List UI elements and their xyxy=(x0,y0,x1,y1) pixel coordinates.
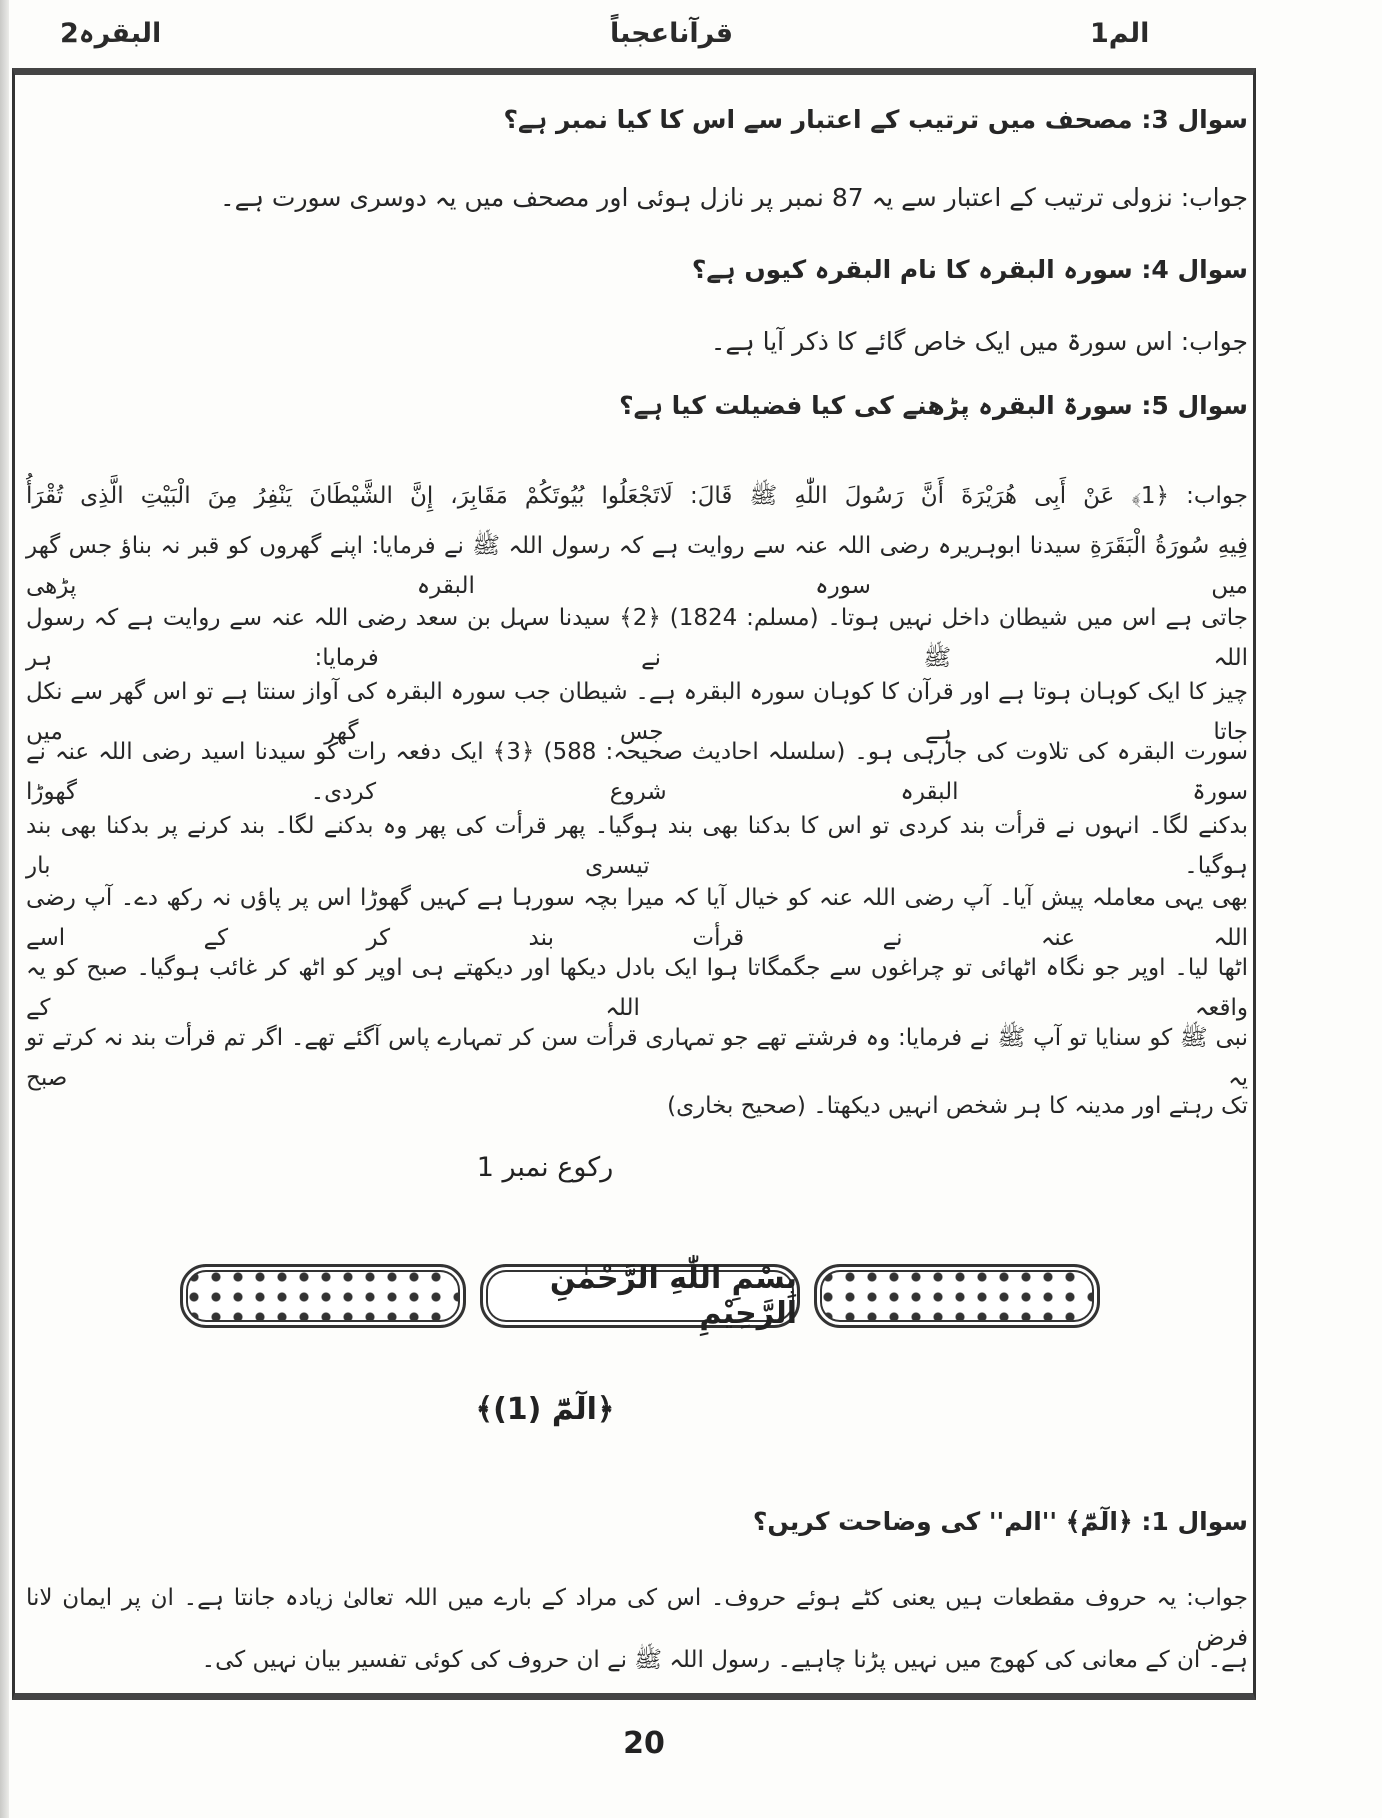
question-5: سوال 5: سورۃ البقرہ پڑھنے کی کیا فضیلت کیا ہے؟ xyxy=(619,391,1248,420)
question-3: سوال 3: مصحف میں ترتیب کے اعتبار سے اس کا کیا نمبر ہے؟ xyxy=(503,105,1248,134)
answer-1-line-1: جواب: یہ حروف مقطعات ہیں یعنی کٹے ہوئے حروف۔ اس کی مراد کے بارے میں اللہ تعالیٰ زیادہ جانتا ہے۔ ان پر ایمان لانا فرض xyxy=(26,1585,1248,1651)
header-surah: البقرہ2 xyxy=(60,18,162,49)
page-gutter xyxy=(0,0,9,1818)
answer-4: جواب: اس سورۃ میں ایک خاص گائے کا ذکر آیا ہے۔ xyxy=(710,327,1248,356)
answer-5-line: جاتی ہے اس میں شیطان داخل نہیں ہوتا۔ (مسلم: 1824) ﴿2﴾ سیدنا سہل بن سعد رضی اللہ عنہ سے روایت ہے کہ رسول اللہ ﷺ نے فرمایا: ہر xyxy=(26,605,1248,671)
answer-5-line: جواب: ﴿1﴾ عَنْ أَبِی هُرَيْرَةَ أَنَّ رَسُولَ اللّٰهِ ﷺ قَالَ: لَاتَجْعَلُوا بُیُوتَکُمْ مَقَابِرَ، إِنَّ الشَّيْطَانَ يَنْفِرُ مِنَ الْبَيْتِ الَّذِی تُقْرَأُ xyxy=(26,483,1248,509)
ruku-heading: رکوع نمبر 1 xyxy=(476,1152,614,1183)
answer-5-line: نبی ﷺ کو سنایا تو آپ ﷺ نے فرمایا: وہ فرشتے تھے جو تمہاری قرأت سن کر تمہارے پاس آگئے تھے۔ اگر تم قرأت بند نہ کرتے تو یہ صبح xyxy=(26,1025,1248,1091)
page-number: 20 xyxy=(623,1726,665,1761)
answer-3: جواب: نزولی ترتیب کے اعتبار سے یہ 87 نمبر پر نازل ہوئی اور مصحف میں یہ دوسری سورت ہے۔ xyxy=(220,183,1248,212)
answer-5-line: بدکنے لگا۔ انہوں نے قرأت بند کردی تو اس کا بدکنا بھی بند ہوگیا۔ پھر قرأت کی پھر وہ بدکنے لگا۔ بند کرنے پر بدکنا بھی بند ہوگیا۔ تیسری بار xyxy=(26,813,1248,879)
ornament-left-icon xyxy=(180,1264,466,1328)
answer-5-line: سورت البقرہ کی تلاوت کی جارہی ہو۔ (سلسلہ احادیث صحیحہ: 588) ﴿3﴾ ایک دفعہ رات کو سیدنا اسید رضی اللہ عنہ نے سورۃ البقرہ شروع کردی۔ گھوڑا xyxy=(26,739,1248,805)
answer-5-line: فِيهِ سُورَةُ الْبَقَرَةِ سیدنا ابوہریرہ رضی اللہ عنہ سے روایت ہے کہ رسول اللہ ﷺ نے فرمایا: اپنے گھروں کو قبر نہ بناؤ جس گھر میں سورہ البقرہ پڑھی xyxy=(26,533,1248,599)
answer-5-line: چیز کا ایک کوہان ہوتا ہے اور قرآن کا کوہان سورہ البقرہ ہے۔ شیطان جب سورہ البقرہ کی آواز سنتا ہے تو اس گھر سے نکل جاتا ہے جس گھر میں xyxy=(26,679,1248,745)
answer-1-line-2: ہے۔ ان کے معانی کی کھوج میں نہیں پڑنا چاہیے۔ رسول اللہ ﷺ نے ان حروف کی کوئی تفسیر بیان نہیں کی۔ xyxy=(201,1647,1248,1673)
answer-5-last-line: تک رہتے اور مدینہ کا ہر شخص انہیں دیکھتا۔ (صحیح بخاری) xyxy=(667,1093,1248,1119)
bismillah-band xyxy=(180,1261,1100,1331)
bismillah-text: بِسْمِ اللّٰهِ الرَّحْمٰنِ الرَّحِيْمِ xyxy=(549,1261,797,1331)
verse-alif-lam-mim: ﴿الٓمّٓ (1)﴾ xyxy=(475,1392,615,1427)
answer-5-line: بھی یہی معاملہ پیش آیا۔ آپ رضی اللہ عنہ کو خیال آیا کہ میرا بچہ سورہا ہے کہیں گھوڑا اس پر پاؤں نہ رکھ دے۔ آپ رضی اللہ عنہ نے قرأت بند کر کے اسے xyxy=(26,885,1248,951)
bismillah-cartouche xyxy=(480,1261,800,1331)
header-para: الم1 xyxy=(1090,18,1150,49)
answer-5-line: اٹھا لیا۔ اوپر جو نگاہ اٹھائی تو چراغوں سے جگمگاتا ہوا ایک بادل دیکھا اور دیکھتے ہی اوپر کو اٹھ کر غائب ہوگیا۔ صبح کو یہ واقعہ اللہ کے xyxy=(26,955,1248,1021)
header-book-title: قرآناعجباً xyxy=(610,18,734,49)
ornament-right-icon xyxy=(814,1264,1100,1328)
question-4: سوال 4: سورہ البقرہ کا نام البقرہ کیوں ہے؟ xyxy=(691,255,1248,284)
question-1: سوال 1: ﴿الٓمّٓ﴾ ''الم'' کی وضاحت کریں؟ xyxy=(752,1507,1248,1536)
